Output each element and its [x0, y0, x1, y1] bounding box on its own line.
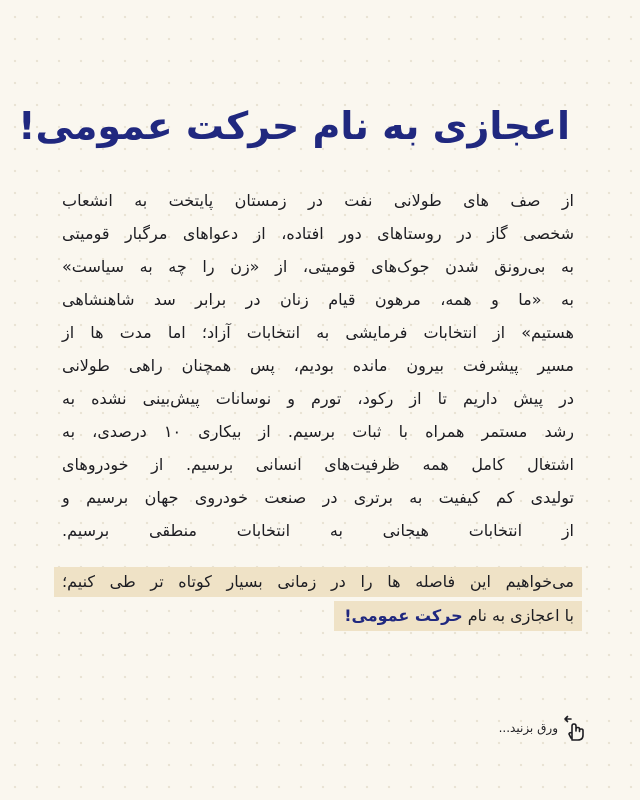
closing-line-highlight: می‌خواهیم این فاصله ها را در زمانی بسیار کوتاه تر طی کنیم؛ [54, 567, 582, 597]
body-line: به بی‌رونق شدن جوک‌های قومیتی، از «زن را چه به سیاست» [62, 257, 574, 276]
body-line: تولیدی کم کیفیت به برتری در صنعت خودروی جهان برسیم و [62, 488, 574, 507]
body-line: رشد مستمر همراه با ثبات برسیم. از بیکاری ۱۰ درصدی، به [62, 422, 574, 441]
closing-prefix: با اعجازی به نام [462, 606, 574, 625]
swipe-hint[interactable] [476, 708, 586, 748]
body-line: به «ما و همه، مرهون قیام زنان در برابر سد شاهنشاهی [62, 290, 574, 309]
page-title: اعجازی به نام حرکت عمومی! [18, 104, 570, 148]
closing-statement [54, 567, 582, 635]
body-line: مسیر پیشرفت بیرون مانده بودیم، پس همچنان راهی طولانی [62, 356, 574, 375]
body-line: در پیش داریم تا از رکود، تورم و نوسانات پیش‌بینی نشده به [62, 389, 574, 408]
closing-line-highlight [334, 601, 582, 631]
body-paragraph [62, 184, 574, 547]
body-line: از انتخابات هیجانی به انتخابات منطقی برسیم. [62, 521, 574, 540]
body-line: هستیم» از انتخابات فرمایشی به انتخابات آزاد؛ اما مدت ها از [62, 323, 574, 342]
body-line: اشتغال کامل همه ظرفیت‌های انسانی برسیم. از خودروهای [62, 455, 574, 474]
swipe-label[interactable]: ورق بزنید... [498, 721, 558, 735]
body-line: شخصی گاز در روستاهای دور افتاده، از دعواهای مرگبار قومیتی [62, 224, 574, 243]
body-line: از صف های طولانی نفت در زمستان پایتخت به انشعاب [62, 191, 574, 210]
closing-emphasis: حرکت عمومی! [344, 606, 463, 625]
swipe-hand-icon [562, 713, 586, 743]
